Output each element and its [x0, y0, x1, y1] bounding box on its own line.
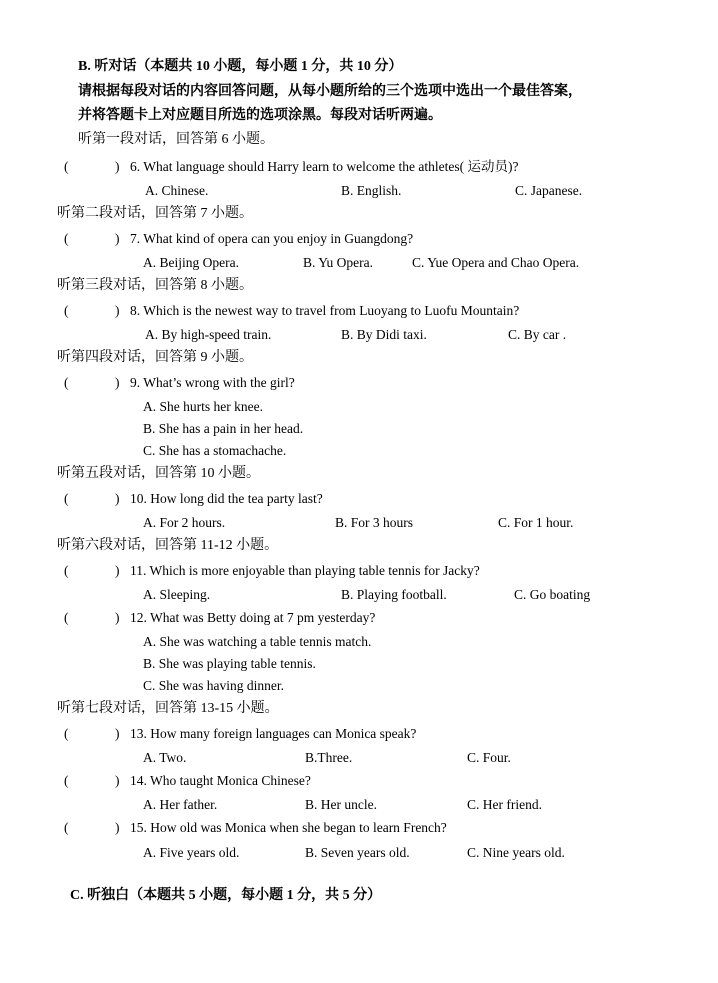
answer-paren-open: (	[64, 159, 69, 174]
question-12-option-b: B. She was playing table tennis.	[143, 656, 316, 671]
dialogue-4-header: 听第四段对话，回答第 9 小题。	[57, 350, 253, 365]
section-b-instruction-line-1: 请根据每段对话的内容回答问题，从每小题所给的三个选项中选出一个最佳答案，	[78, 84, 582, 99]
question-11-option-a: A. Sleeping.	[143, 587, 211, 602]
question-13-stem: 13. How many foreign languages can Monica speak?	[130, 726, 417, 741]
question-14-option-b: B. Her uncle.	[305, 797, 377, 812]
question-11-option-c: C. Go boating	[514, 587, 591, 602]
question-12-option-c: C. She was having dinner.	[143, 678, 284, 693]
question-8-option-b: B. By Didi taxi.	[341, 327, 427, 342]
answer-paren-close: )	[115, 231, 120, 246]
question-9-option-b: B. She has a pain in her head.	[143, 421, 304, 436]
question-6-option-b: B. English.	[341, 183, 402, 198]
section-b-title: B. 听对话（本题共 10 小题，每小题 1 分，共 10 分）	[78, 59, 403, 74]
answer-paren-close: )	[115, 375, 120, 390]
dialogue-3-header: 听第三段对话，回答第 8 小题。	[57, 278, 253, 293]
question-14-option-c: C. Her friend.	[467, 797, 542, 812]
answer-paren-close: )	[115, 491, 120, 506]
question-10-stem: 10. How long did the tea party last?	[130, 491, 323, 506]
section-b-instruction-line-2: 并将答题卡上对应题目所选的选项涂黑。每段对话听两遍。	[78, 108, 442, 123]
question-12-option-a: A. She was watching a table tennis match.	[143, 634, 372, 649]
answer-paren-close: )	[115, 820, 120, 835]
answer-paren-close: )	[115, 610, 120, 625]
question-14-option-a: A. Her father.	[143, 797, 218, 812]
question-7-option-a: A. Beijing Opera.	[143, 255, 239, 270]
answer-paren-open: (	[64, 375, 69, 390]
answer-paren-close: )	[115, 303, 120, 318]
answer-paren-open: (	[64, 563, 69, 578]
question-6-stem: 6. What language should Harry learn to welcome the athletes( 运动员)?	[130, 159, 519, 174]
question-10-option-c: C. For 1 hour.	[498, 515, 574, 530]
dialogue-7-header: 听第七段对话，回答第 13-15 小题。	[57, 701, 279, 716]
question-14-stem: 14. Who taught Monica Chinese?	[130, 773, 311, 788]
question-15-option-a: A. Five years old.	[143, 845, 240, 860]
dialogue-5-header: 听第五段对话，回答第 10 小题。	[57, 466, 260, 481]
section-c-title: C. 听独白（本题共 5 小题，每小题 1 分，共 5 分）	[70, 888, 382, 903]
answer-paren-open: (	[64, 491, 69, 506]
question-13-option-c: C. Four.	[467, 750, 511, 765]
question-15-stem: 15. How old was Monica when she began to learn French?	[130, 820, 447, 835]
question-12-stem: 12. What was Betty doing at 7 pm yesterday?	[130, 610, 376, 625]
question-9-option-c: C. She has a stomachache.	[143, 443, 287, 458]
dialogue-6-header: 听第六段对话，回答第 11-12 小题。	[57, 538, 279, 553]
question-6-option-a: A. Chinese.	[145, 183, 209, 198]
question-8-stem: 8. Which is the newest way to travel from Luoyang to Luofu Mountain?	[130, 303, 520, 318]
answer-paren-close: )	[115, 726, 120, 741]
answer-paren-open: (	[64, 820, 69, 835]
question-7-stem: 7. What kind of opera can you enjoy in Guangdong?	[130, 231, 414, 246]
question-8-option-c: C. By car .	[508, 327, 567, 342]
question-8-option-a: A. By high-speed train.	[145, 327, 272, 342]
question-7-option-c: C. Yue Opera and Chao Opera.	[412, 255, 580, 270]
question-10-option-a: A. For 2 hours.	[143, 515, 226, 530]
answer-paren-open: (	[64, 231, 69, 246]
answer-paren-open: (	[64, 610, 69, 625]
question-13-option-a: A. Two.	[143, 750, 187, 765]
answer-paren-open: (	[64, 726, 69, 741]
question-9-stem: 9. What’s wrong with the girl?	[130, 375, 295, 390]
question-9-option-a: A. She hurts her knee.	[143, 399, 263, 414]
question-15-option-b: B. Seven years old.	[305, 845, 410, 860]
dialogue-2-header: 听第二段对话，回答第 7 小题。	[57, 206, 253, 221]
question-15-option-c: C. Nine years old.	[467, 845, 565, 860]
question-11-stem: 11. Which is more enjoyable than playing table tennis for Jacky?	[130, 563, 480, 578]
question-10-option-b: B. For 3 hours	[335, 515, 414, 530]
answer-paren-close: )	[115, 159, 120, 174]
answer-paren-open: (	[64, 773, 69, 788]
answer-paren-close: )	[115, 563, 120, 578]
answer-paren-close: )	[115, 773, 120, 788]
answer-paren-open: (	[64, 303, 69, 318]
question-11-option-b: B. Playing football.	[341, 587, 447, 602]
dialogue-1-header: 听第一段对话，回答第 6 小题。	[78, 132, 274, 147]
question-6-option-c: C. Japanese.	[515, 183, 583, 198]
question-13-option-b: B.Three.	[305, 750, 353, 765]
question-7-option-b: B. Yu Opera.	[303, 255, 373, 270]
